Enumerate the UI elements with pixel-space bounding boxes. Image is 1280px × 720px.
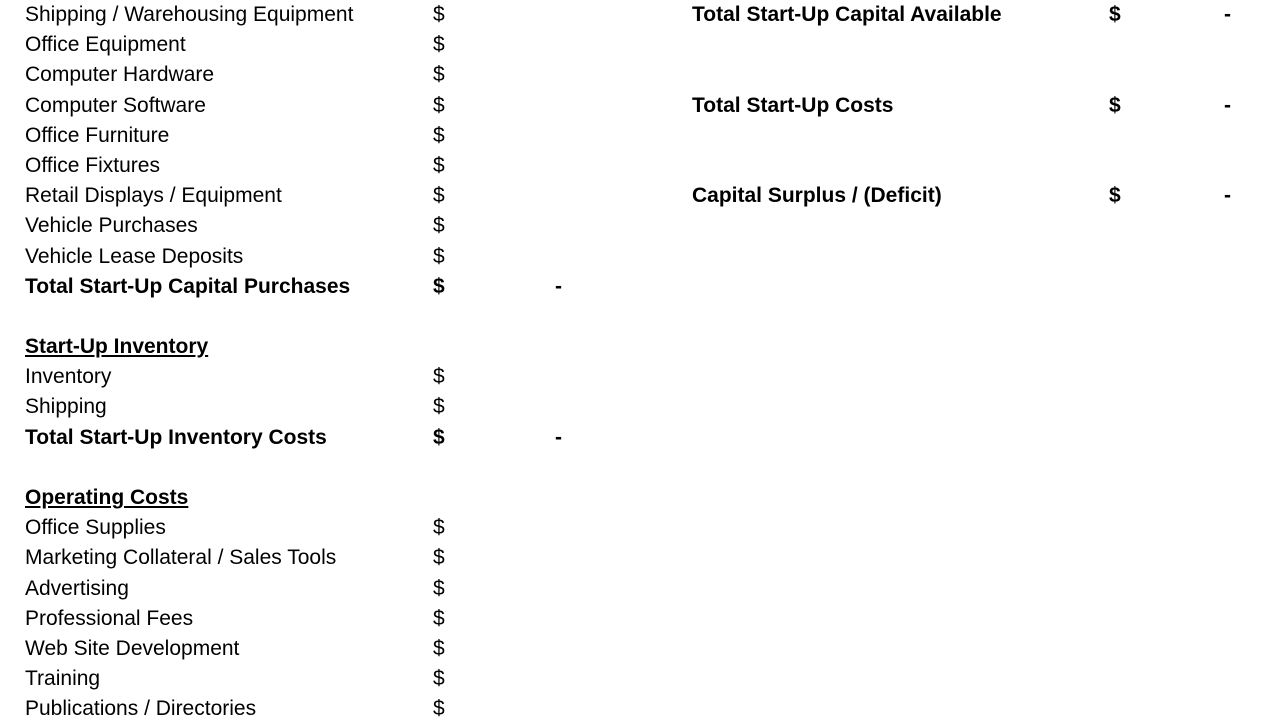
total-value: - <box>555 274 562 298</box>
currency-symbol: $ <box>433 153 445 177</box>
line-item <box>25 211 625 241</box>
total-capital-purchases-row <box>25 272 625 302</box>
currency-symbol: $ <box>433 606 445 630</box>
line-item <box>25 392 625 422</box>
currency-symbol: $ <box>433 365 445 389</box>
currency-symbol: $ <box>433 33 445 57</box>
section-heading: Start-Up Inventory <box>25 335 209 359</box>
line-item-label: Marketing Collateral / Sales Tools <box>25 546 337 570</box>
currency-symbol: $ <box>433 244 445 268</box>
line-item-label: Advertising <box>25 576 129 600</box>
summary-label: Total Start-Up Costs <box>692 93 894 117</box>
currency-symbol: $ <box>433 516 445 540</box>
line-item <box>25 604 625 634</box>
summary-label: Total Start-Up Capital Available <box>692 3 1002 26</box>
currency-symbol: $ <box>433 63 445 87</box>
line-item <box>25 91 625 121</box>
currency-symbol: $ <box>433 667 445 691</box>
line-item <box>25 513 625 543</box>
line-item <box>25 362 625 392</box>
currency-symbol: $ <box>1109 93 1121 117</box>
total-value: - <box>555 425 562 449</box>
summary-value: - <box>1224 184 1231 208</box>
line-item <box>25 242 625 272</box>
spacer <box>692 121 1280 151</box>
section-heading-operating <box>25 483 625 513</box>
currency-symbol: $ <box>433 3 445 26</box>
line-item <box>25 694 625 720</box>
line-item-label: Professional Fees <box>25 606 194 630</box>
line-item-label: Office Furniture <box>25 123 170 147</box>
summary-startup-costs-row <box>692 91 1280 121</box>
total-inventory-row <box>25 423 625 453</box>
spacer <box>25 302 625 332</box>
line-item <box>25 574 625 604</box>
line-item-label: Inventory <box>25 365 112 389</box>
line-item <box>25 181 625 211</box>
line-item-label: Office Equipment <box>25 33 186 57</box>
spacer <box>692 151 1280 181</box>
currency-symbol: $ <box>433 274 445 298</box>
line-item-label: Vehicle Purchases <box>25 214 198 238</box>
line-item-label: Publications / Directories <box>25 697 257 720</box>
currency-symbol: $ <box>433 184 445 208</box>
currency-symbol: $ <box>433 214 445 238</box>
spacer <box>692 30 1280 60</box>
currency-symbol: $ <box>1109 3 1121 26</box>
currency-symbol: $ <box>433 93 445 117</box>
line-item <box>25 634 625 664</box>
line-item-label: Computer Hardware <box>25 63 215 87</box>
section-heading-inventory <box>25 332 625 362</box>
currency-symbol: $ <box>433 123 445 147</box>
summary-surplus-row <box>692 181 1280 211</box>
summary-value: - <box>1224 3 1231 26</box>
line-item-label: Office Supplies <box>25 516 166 540</box>
summary-column <box>692 0 1280 211</box>
line-item <box>25 0 625 30</box>
summary-label: Capital Surplus / (Deficit) <box>692 184 942 208</box>
currency-symbol: $ <box>433 546 445 570</box>
spacer <box>25 453 625 483</box>
left-column <box>25 0 625 720</box>
line-item-label: Training <box>25 667 101 691</box>
total-label: Total Start-Up Inventory Costs <box>25 425 327 449</box>
summary-value: - <box>1224 93 1231 117</box>
line-item <box>25 30 625 60</box>
line-item-label: Retail Displays / Equipment <box>25 184 282 208</box>
currency-symbol: $ <box>433 576 445 600</box>
currency-symbol: $ <box>433 395 445 419</box>
spacer <box>692 60 1280 90</box>
summary-capital-available-row <box>692 0 1280 30</box>
line-item <box>25 664 625 694</box>
line-item-label: Shipping / Warehousing Equipment <box>25 3 354 26</box>
currency-symbol: $ <box>433 636 445 660</box>
line-item <box>25 121 625 151</box>
total-label: Total Start-Up Capital Purchases <box>25 274 351 298</box>
line-item <box>25 60 625 90</box>
line-item <box>25 543 625 573</box>
section-heading: Operating Costs <box>25 486 189 509</box>
currency-symbol: $ <box>433 697 445 720</box>
line-item-label: Vehicle Lease Deposits <box>25 244 244 268</box>
currency-symbol: $ <box>1109 184 1121 208</box>
currency-symbol: $ <box>433 425 445 449</box>
line-item <box>25 151 625 181</box>
line-item-label: Shipping <box>25 395 107 419</box>
line-item-label: Computer Software <box>25 93 206 117</box>
line-item-label: Office Fixtures <box>25 153 160 177</box>
line-item-label: Web Site Development <box>25 636 240 660</box>
